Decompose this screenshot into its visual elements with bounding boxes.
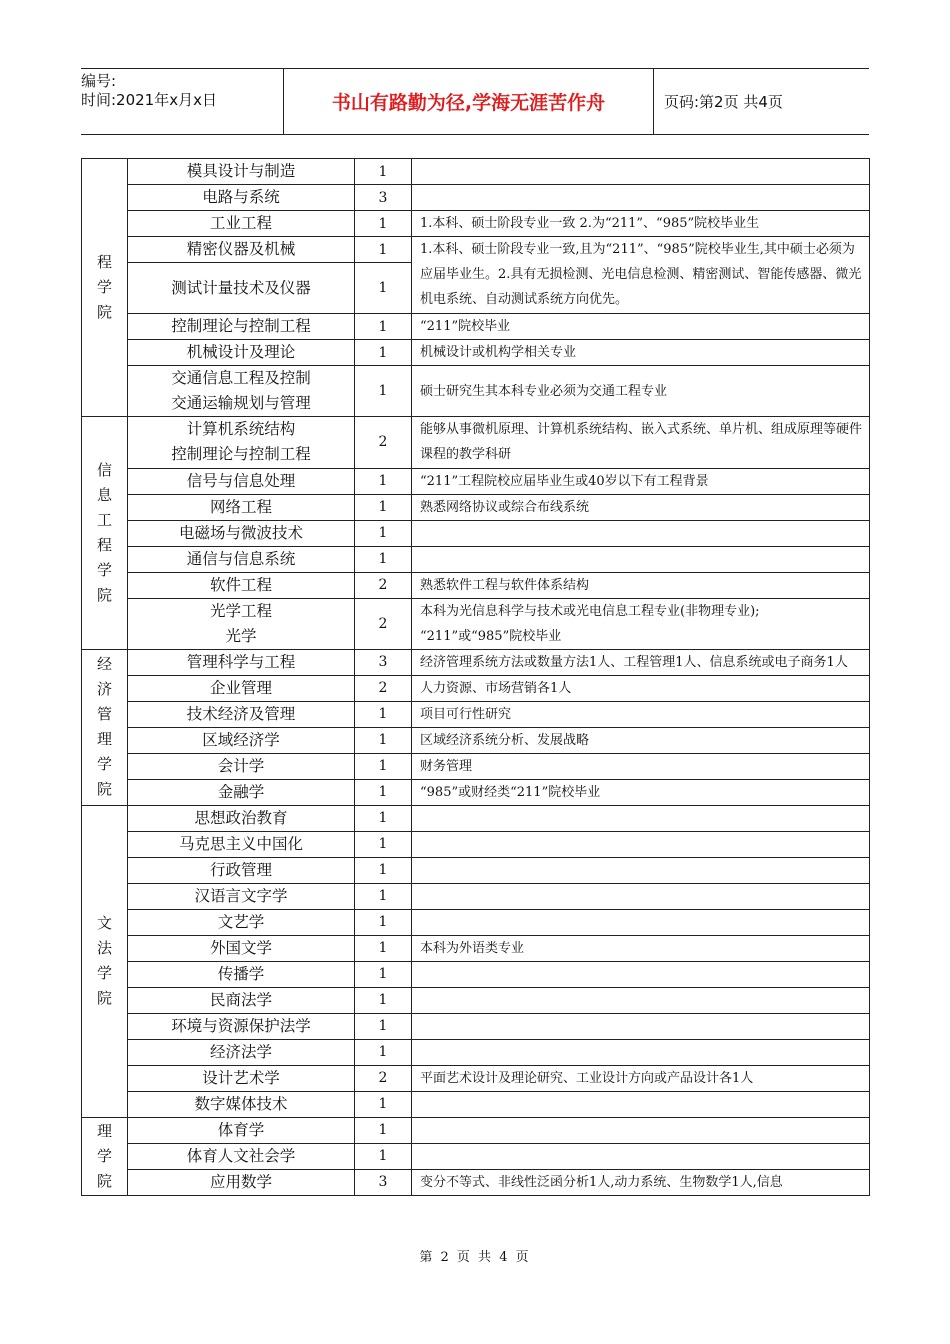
- requirement-cell: 本科为外语类专业: [412, 935, 870, 961]
- requirement-cell: [412, 987, 870, 1013]
- headcount-cell: 3: [355, 1169, 412, 1195]
- headcount-cell: 1: [355, 909, 412, 935]
- table-row: [82, 935, 870, 961]
- table-row: [82, 883, 870, 909]
- requirement-cell: [412, 909, 870, 935]
- requirement-cell: 1.本科、硕士阶段专业一致 2.为“211”、“985”院校毕业生: [412, 211, 870, 237]
- headcount-cell: 1: [355, 211, 412, 237]
- table-row: [82, 340, 870, 366]
- college-name: 理学院: [97, 1121, 113, 1190]
- major-cell: 经济法学: [128, 1039, 355, 1065]
- major-cell: 机械设计及理论: [128, 340, 355, 366]
- page-footer: 第 2 页 共 4 页: [419, 1250, 531, 1265]
- major-cell: 模具设计与制造: [128, 159, 355, 185]
- major-cell: 会计学: [128, 753, 355, 779]
- major-cell: 环境与资源保护法学: [128, 1013, 355, 1039]
- headcount-cell: 2: [355, 1065, 412, 1091]
- page-header: [81, 68, 869, 135]
- header-page-number: 页码:第2页 共4页: [664, 93, 783, 111]
- requirement-cell: 熟悉网络协议或综合布线系统: [412, 494, 870, 520]
- header-info: [81, 69, 283, 134]
- major-cell: 区域经济学: [128, 727, 355, 753]
- headcount-cell: 1: [355, 1013, 412, 1039]
- requirement-cell: [412, 159, 870, 185]
- major-cell: 控制理论与控制工程: [128, 314, 355, 340]
- requirement-cell: [412, 1091, 870, 1117]
- table-row: [82, 753, 870, 779]
- table-row: [82, 987, 870, 1013]
- major-cell: 网络工程: [128, 494, 355, 520]
- headcount-cell: 1: [355, 1143, 412, 1169]
- table-row: [82, 1013, 870, 1039]
- requirement-cell: [412, 831, 870, 857]
- major-cell: 企业管理: [128, 675, 355, 701]
- requirement-cell: “985”或财经类“211”院校毕业: [412, 779, 870, 805]
- headcount-cell: 1: [355, 520, 412, 546]
- requirement-cell: 财务管理: [412, 753, 870, 779]
- requirement-cell: 平面艺术设计及理论研究、工业设计方向或产品设计各1人: [412, 1065, 870, 1091]
- document-number-label: 编号:: [81, 72, 117, 90]
- college-cell: [82, 417, 128, 649]
- major-cell: 设计艺术学: [128, 1065, 355, 1091]
- requirement-cell: 变分不等式、非线性泛函分析1人,动力系统、生物数学1人,信息: [412, 1169, 870, 1195]
- table-row: [82, 546, 870, 572]
- major-cell: 信号与信息处理: [128, 468, 355, 494]
- table-row: [82, 314, 870, 340]
- college-name: 程学院: [97, 253, 113, 322]
- table-row: [82, 598, 870, 649]
- table-row: [82, 779, 870, 805]
- table-row: [82, 727, 870, 753]
- college-cell: [82, 159, 128, 417]
- table-row: [82, 237, 870, 263]
- requirement-cell: “211”院校毕业: [412, 314, 870, 340]
- requirement-cell: [412, 1039, 870, 1065]
- requirement-cell: [412, 185, 870, 211]
- major-cell: 思想政治教育: [128, 805, 355, 831]
- table-row: [82, 417, 870, 468]
- headcount-cell: 2: [355, 572, 412, 598]
- recruitment-table-body: [82, 159, 870, 1196]
- table-row: [82, 1117, 870, 1143]
- table-row: [82, 831, 870, 857]
- major-cell: 传播学: [128, 961, 355, 987]
- headcount-cell: 1: [355, 237, 412, 263]
- table-row: [82, 494, 870, 520]
- headcount-cell: 1: [355, 159, 412, 185]
- table-row: [82, 909, 870, 935]
- table-row: [82, 961, 870, 987]
- headcount-cell: 1: [355, 314, 412, 340]
- headcount-cell: 1: [355, 494, 412, 520]
- table-row: [82, 1169, 870, 1195]
- major-cell: 数字媒体技术: [128, 1091, 355, 1117]
- header-motto: 书山有路勤为径,学海无涯苦作舟: [283, 69, 654, 134]
- table-row: [82, 1091, 870, 1117]
- table-row: [82, 159, 870, 185]
- headcount-cell: 2: [355, 598, 412, 649]
- table-row: [82, 1143, 870, 1169]
- requirement-cell: 项目可行性研究: [412, 701, 870, 727]
- requirement-cell: 硕士研究生其本科专业必须为交通工程专业: [412, 366, 870, 417]
- table-row: [82, 675, 870, 701]
- college-cell: [82, 649, 128, 805]
- table-row: [82, 468, 870, 494]
- table-row: [82, 1039, 870, 1065]
- requirement-cell: 能够从事微机原理、计算机系统结构、嵌入式系统、单片机、组成原理等硬件课程的教学科研: [412, 417, 870, 468]
- major-cell: 体育学: [128, 1117, 355, 1143]
- college-cell: [82, 1117, 128, 1195]
- major-cell: 管理科学与工程: [128, 649, 355, 675]
- requirement-cell: 1.本科、硕士阶段专业一致,且为“211”、“985”院校毕业生,其中硕士必须为应届毕业生。2.具有无损检测、光电信息检测、精密测试、智能传感器、微光机电系统、自动测试系统方向优先。: [412, 237, 870, 314]
- table-row: [82, 1065, 870, 1091]
- college-cell: [82, 805, 128, 1117]
- major-cell: 金融学: [128, 779, 355, 805]
- table-row: [82, 572, 870, 598]
- requirement-cell: 区域经济系统分析、发展战略: [412, 727, 870, 753]
- requirement-cell: [412, 520, 870, 546]
- headcount-cell: 1: [355, 753, 412, 779]
- major-cell: 工业工程: [128, 211, 355, 237]
- headcount-cell: 1: [355, 831, 412, 857]
- headcount-cell: 1: [355, 883, 412, 909]
- major-cell: 应用数学: [128, 1169, 355, 1195]
- major-cell: 电路与系统: [128, 185, 355, 211]
- major-cell: 马克思主义中国化: [128, 831, 355, 857]
- major-cell: 文艺学: [128, 909, 355, 935]
- requirement-cell: 本科为光信息科学与技术或光电信息工程专业(非物理专业); “211”或“985”院校毕业: [412, 598, 870, 649]
- table-row: [82, 649, 870, 675]
- headcount-cell: 3: [355, 185, 412, 211]
- headcount-cell: 1: [355, 805, 412, 831]
- major-cell: 行政管理: [128, 857, 355, 883]
- college-name: 文法学院: [97, 914, 113, 1008]
- requirement-cell: 经济管理系统方法或数量方法1人、工程管理1人、信息系统或电子商务1人: [412, 649, 870, 675]
- headcount-cell: 1: [355, 857, 412, 883]
- requirement-cell: [412, 857, 870, 883]
- recruitment-table: [81, 158, 870, 1196]
- headcount-cell: 1: [355, 935, 412, 961]
- headcount-cell: 1: [355, 987, 412, 1013]
- major-cell: 通信与信息系统: [128, 546, 355, 572]
- requirement-cell: [412, 1143, 870, 1169]
- major-cell: 技术经济及管理: [128, 701, 355, 727]
- headcount-cell: 1: [355, 1039, 412, 1065]
- headcount-cell: 2: [355, 417, 412, 468]
- table-row: [82, 857, 870, 883]
- college-name: 经济管理学院: [97, 655, 113, 799]
- requirement-cell: [412, 546, 870, 572]
- requirement-cell: [412, 961, 870, 987]
- table-row: [82, 805, 870, 831]
- headcount-cell: 1: [355, 340, 412, 366]
- major-cell: 交通信息工程及控制 交通运输规划与管理: [128, 366, 355, 417]
- headcount-cell: 1: [355, 961, 412, 987]
- table-row: [82, 520, 870, 546]
- headcount-cell: 1: [355, 727, 412, 753]
- requirement-cell: 熟悉软件工程与软件体系结构: [412, 572, 870, 598]
- headcount-cell: 1: [355, 779, 412, 805]
- major-cell: 体育人文社会学: [128, 1143, 355, 1169]
- table-row: [82, 185, 870, 211]
- table-row: [82, 701, 870, 727]
- table-row: [82, 366, 870, 417]
- major-cell: 测试计量技术及仪器: [128, 263, 355, 314]
- requirement-cell: “211”工程院校应届毕业生或40岁以下有工程背景: [412, 468, 870, 494]
- requirement-cell: [412, 883, 870, 909]
- headcount-cell: 1: [355, 263, 412, 314]
- requirement-cell: [412, 805, 870, 831]
- headcount-cell: 1: [355, 701, 412, 727]
- major-cell: 电磁场与微波技术: [128, 520, 355, 546]
- college-name: 信息工程学院: [97, 461, 113, 605]
- major-cell: 汉语言文字学: [128, 883, 355, 909]
- headcount-cell: 1: [355, 366, 412, 417]
- headcount-cell: 2: [355, 675, 412, 701]
- major-cell: 软件工程: [128, 572, 355, 598]
- major-cell: 民商法学: [128, 987, 355, 1013]
- requirement-cell: [412, 1117, 870, 1143]
- headcount-cell: 3: [355, 649, 412, 675]
- major-cell: 外国文学: [128, 935, 355, 961]
- headcount-cell: 1: [355, 1091, 412, 1117]
- table-row: [82, 211, 870, 237]
- major-cell: 计算机系统结构 控制理论与控制工程: [128, 417, 355, 468]
- headcount-cell: 1: [355, 468, 412, 494]
- major-cell: 精密仪器及机械: [128, 237, 355, 263]
- requirement-cell: [412, 1013, 870, 1039]
- document-time-label: 时间:2021年x月x日: [81, 91, 217, 109]
- major-cell: 光学工程 光学: [128, 598, 355, 649]
- requirement-cell: 机械设计或机构学相关专业: [412, 340, 870, 366]
- requirement-cell: 人力资源、市场营销各1人: [412, 675, 870, 701]
- headcount-cell: 1: [355, 1117, 412, 1143]
- headcount-cell: 1: [355, 546, 412, 572]
